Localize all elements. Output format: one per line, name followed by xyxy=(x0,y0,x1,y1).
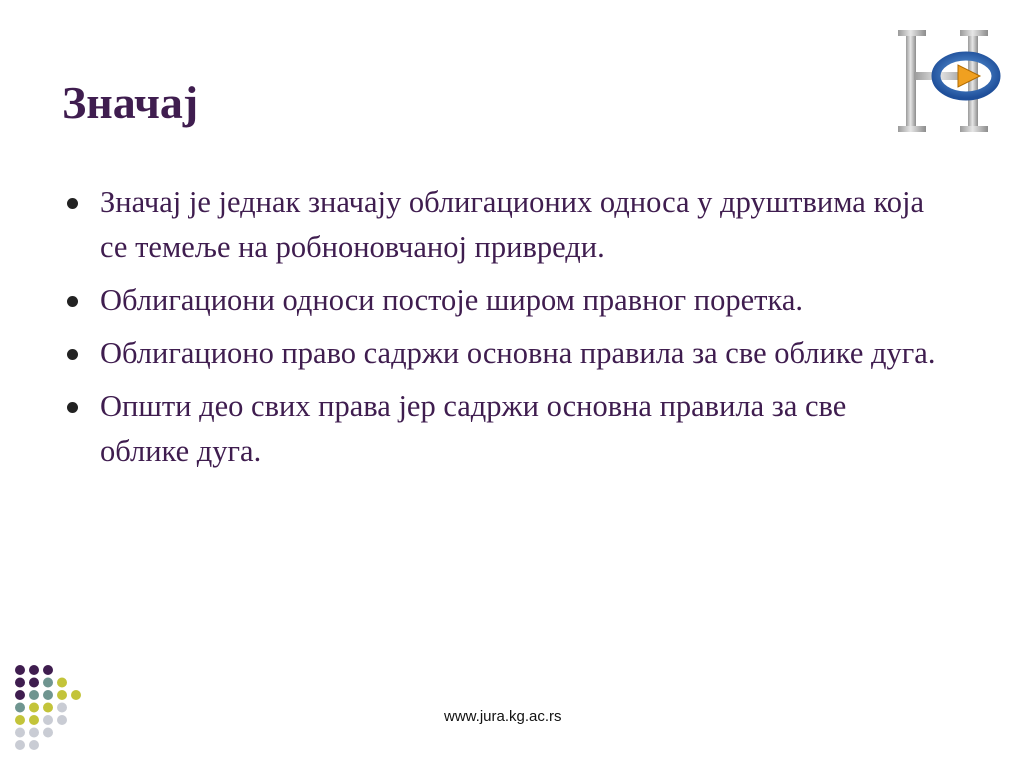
decorative-dot xyxy=(15,703,25,713)
decorative-dot xyxy=(15,678,25,688)
decorative-dot xyxy=(15,690,25,700)
dot-grid-icon xyxy=(14,664,94,754)
bullet-dot-icon xyxy=(67,296,78,307)
decorative-dot xyxy=(29,665,39,675)
decorative-dot xyxy=(57,715,67,725)
decorative-dot xyxy=(29,728,39,738)
faculty-logo-icon xyxy=(896,26,1006,136)
bullet-text: Општи део свих права јер садржи основна правила за све облике дуга. xyxy=(100,389,847,468)
decorative-dot xyxy=(15,665,25,675)
decorative-dot xyxy=(29,715,39,725)
decorative-dot xyxy=(43,703,53,713)
decorative-dot xyxy=(71,690,81,700)
bullet-text: Облигациони односи постоје широм правног поретка. xyxy=(100,283,804,317)
decorative-dot xyxy=(57,690,67,700)
bullet-dot-icon xyxy=(67,198,78,209)
decorative-dot xyxy=(43,678,53,688)
decorative-dot xyxy=(29,740,39,750)
decorative-dot xyxy=(29,690,39,700)
decorative-dot xyxy=(57,703,67,713)
decorative-dot xyxy=(29,678,39,688)
decorative-dot xyxy=(57,678,67,688)
decorative-dot xyxy=(43,728,53,738)
list-item xyxy=(62,384,942,474)
decorative-dot xyxy=(43,665,53,675)
decorative-dot xyxy=(43,715,53,725)
bullet-text: Облигационо право садржи основна правила за све облике дуга. xyxy=(100,336,936,370)
slide-title: Значај xyxy=(62,77,199,128)
decorative-dot xyxy=(29,703,39,713)
decorative-dot xyxy=(15,728,25,738)
footer-url: www.jura.kg.ac.rs xyxy=(444,708,562,725)
bullet-text: Значај је једнак значају облигационих односа у друштвима која се темеље на робноновчаној привреди. xyxy=(100,185,924,264)
decorative-dot xyxy=(15,740,25,750)
bullet-dot-icon xyxy=(67,402,78,413)
bullet-dot-icon xyxy=(67,349,78,360)
bullet-list xyxy=(62,180,942,482)
list-item xyxy=(62,278,942,323)
decorative-dot xyxy=(43,690,53,700)
list-item xyxy=(62,180,942,270)
list-item xyxy=(62,331,942,376)
decorative-dot xyxy=(15,715,25,725)
